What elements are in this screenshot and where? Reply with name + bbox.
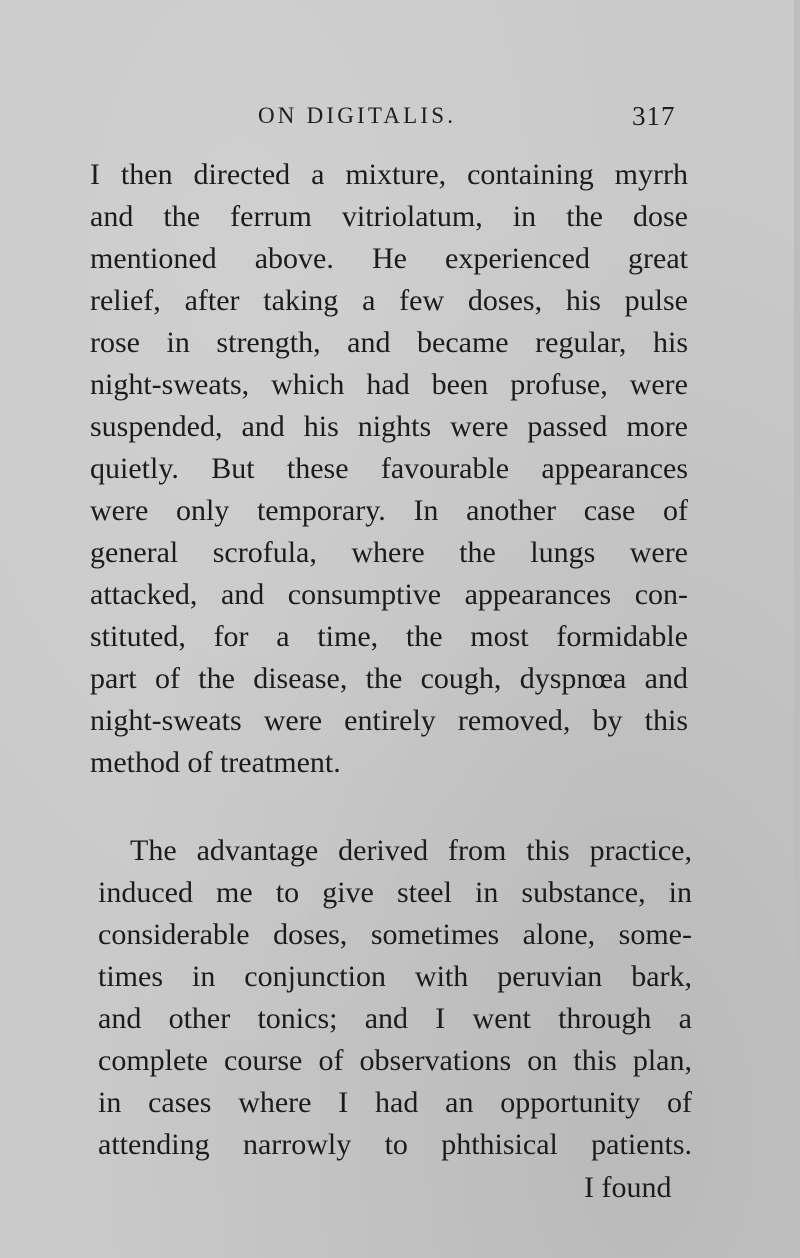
text-line: general scrofula, where the lungs were (90, 536, 688, 569)
text-line: complete course of observations on this plan, (98, 1044, 692, 1077)
text-line: and other tonics; and I went through a (98, 1002, 692, 1035)
text-line: mentioned above. He experienced great (90, 242, 688, 275)
text-line: stituted, for a time, the most formidable (90, 620, 688, 653)
text-line: considerable doses, sometimes alone, some- (98, 918, 692, 951)
text-line: part of the disease, the cough, dyspnœa and (90, 662, 688, 695)
text-line: method of treatment. (90, 746, 341, 779)
text-line: and the ferrum vitriolatum, in the dose (90, 200, 688, 233)
text-line: quietly. But these favourable appearances (90, 452, 688, 485)
text-line: night-sweats, which had been profuse, were (90, 368, 688, 401)
text-line: times in conjunction with peruvian bark, (98, 960, 692, 993)
text-line: attending narrowly to phthisical patients. (98, 1128, 692, 1161)
text-line: in cases where I had an opportunity of (98, 1086, 692, 1119)
text-line: were only temporary. In another case of (90, 494, 688, 527)
text-line: suspended, and his nights were passed more (90, 410, 688, 443)
text-line: night-sweats were entirely removed, by this (90, 704, 688, 737)
text-line: induced me to give steel in substance, in (98, 876, 692, 909)
page-number: 317 (632, 101, 676, 131)
text-line: rose in strength, and became regular, his (90, 326, 688, 359)
text-line: The advantage derived from this practice, (130, 834, 692, 867)
running-title: ON DIGITALIS. (258, 103, 457, 128)
text-line: attacked, and consumptive appearances con- (90, 578, 688, 611)
text-line: relief, after taking a few doses, his pulse (90, 284, 688, 317)
page-edge (794, 0, 800, 1258)
page-header (0, 98, 800, 138)
text-line: I then directed a mixture, containing myrrh (90, 158, 688, 191)
catchword: I found (584, 1171, 672, 1204)
